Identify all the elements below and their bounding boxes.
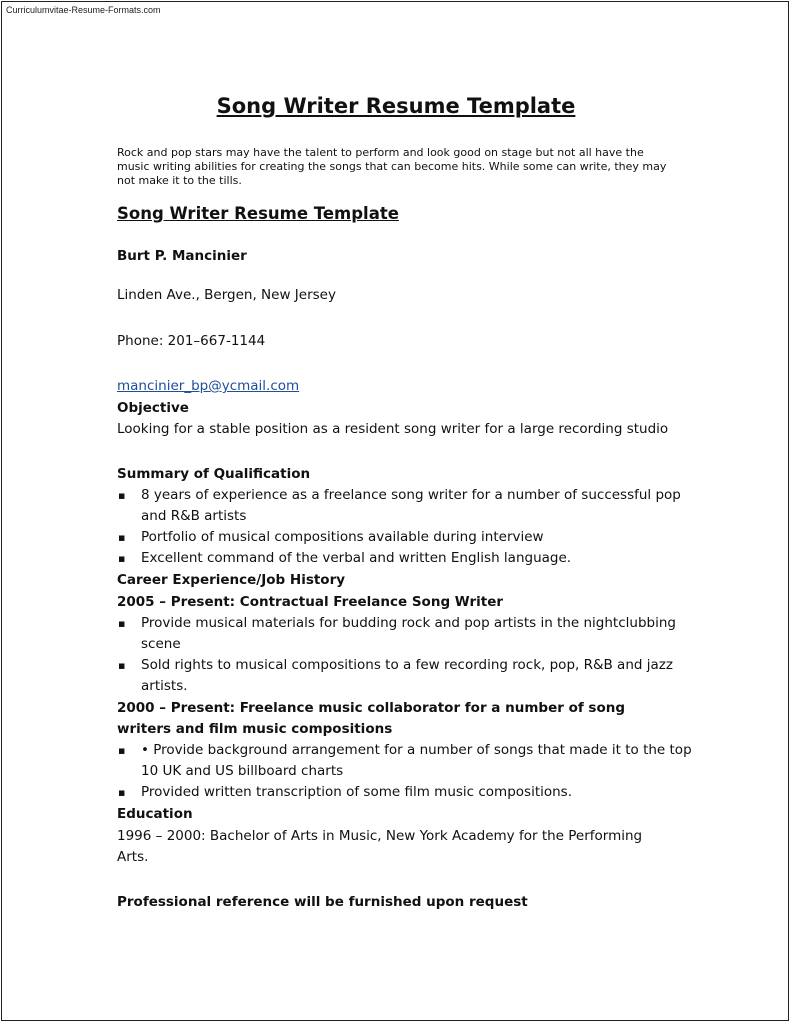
education-text: 1996 – 2000: Bachelor of Arts in Music, New York Academy for the Performing Arts. [117, 828, 643, 865]
education-heading: Education [117, 806, 193, 822]
candidate-phone: Phone: 201–667-1144 [117, 333, 266, 349]
resume-subtitle: Song Writer Resume Template [117, 204, 399, 223]
job-title-1: 2005 – Present: Contractual Freelance Song Writer [117, 594, 504, 610]
list-item: ▪ Excellent command of the verbal and written English language. [117, 548, 701, 569]
list-item: ▪ Provide musical materials for budding rock and pop artists in the nightclubbing scene [118, 615, 676, 652]
job-title-2: 2000 – Present: Freelance music collaborator for a number of song writers and film music compositions [117, 700, 626, 737]
list-item: ▪ Sold rights to musical compositions to a few recording rock, pop, R&B and jazz artists. [118, 657, 673, 694]
candidate-name: Burt P. Mancinier [117, 248, 247, 264]
bullet-icon: ▪ [118, 617, 126, 630]
bullet-icon: ▪ [118, 531, 126, 544]
career-heading: Career Experience/Job History [117, 572, 346, 588]
candidate-address: Linden Ave., Bergen, New Jersey [117, 287, 336, 303]
job-1-list [117, 613, 701, 697]
reference-note: Professional reference will be furnished upon request [117, 894, 528, 910]
list-item: ▪ • Provide background arrangement for a number of songs that made it to the top 10 UK and US billboard charts [118, 742, 692, 779]
objective-text: Looking for a stable position as a resident song writer for a large recording studio [117, 421, 669, 437]
bullet-icon: ▪ [118, 744, 126, 757]
job-2-list [117, 740, 701, 803]
summary-heading: Summary of Qualification [117, 466, 311, 482]
bullet-icon: ▪ [118, 659, 126, 672]
objective-heading: Objective [117, 400, 189, 416]
bullet-icon: ▪ [118, 489, 126, 502]
intro-paragraph: Rock and pop stars may have the talent to perform and look good on stage but not all have the music writing abilities for creating the songs that can become hits. While some can write, they may not make it to the tills. [117, 146, 667, 187]
list-item: ▪ 8 years of experience as a freelance song writer for a number of successful pop and R&B artists [118, 487, 681, 524]
watermark: Curriculumvitae-Resume-Formats.com [6, 5, 161, 15]
summary-list [117, 485, 701, 569]
email-link[interactable]: mancinier_bp@ycmail.com [117, 378, 300, 394]
list-item: ▪ Portfolio of musical compositions available during interview [117, 527, 701, 548]
page-title: Song Writer Resume Template [216, 94, 576, 118]
list-item: ▪ Provided written transcription of some film music compositions. [117, 782, 701, 803]
bullet-icon: ▪ [118, 786, 126, 799]
bullet-icon: ▪ [118, 552, 126, 565]
